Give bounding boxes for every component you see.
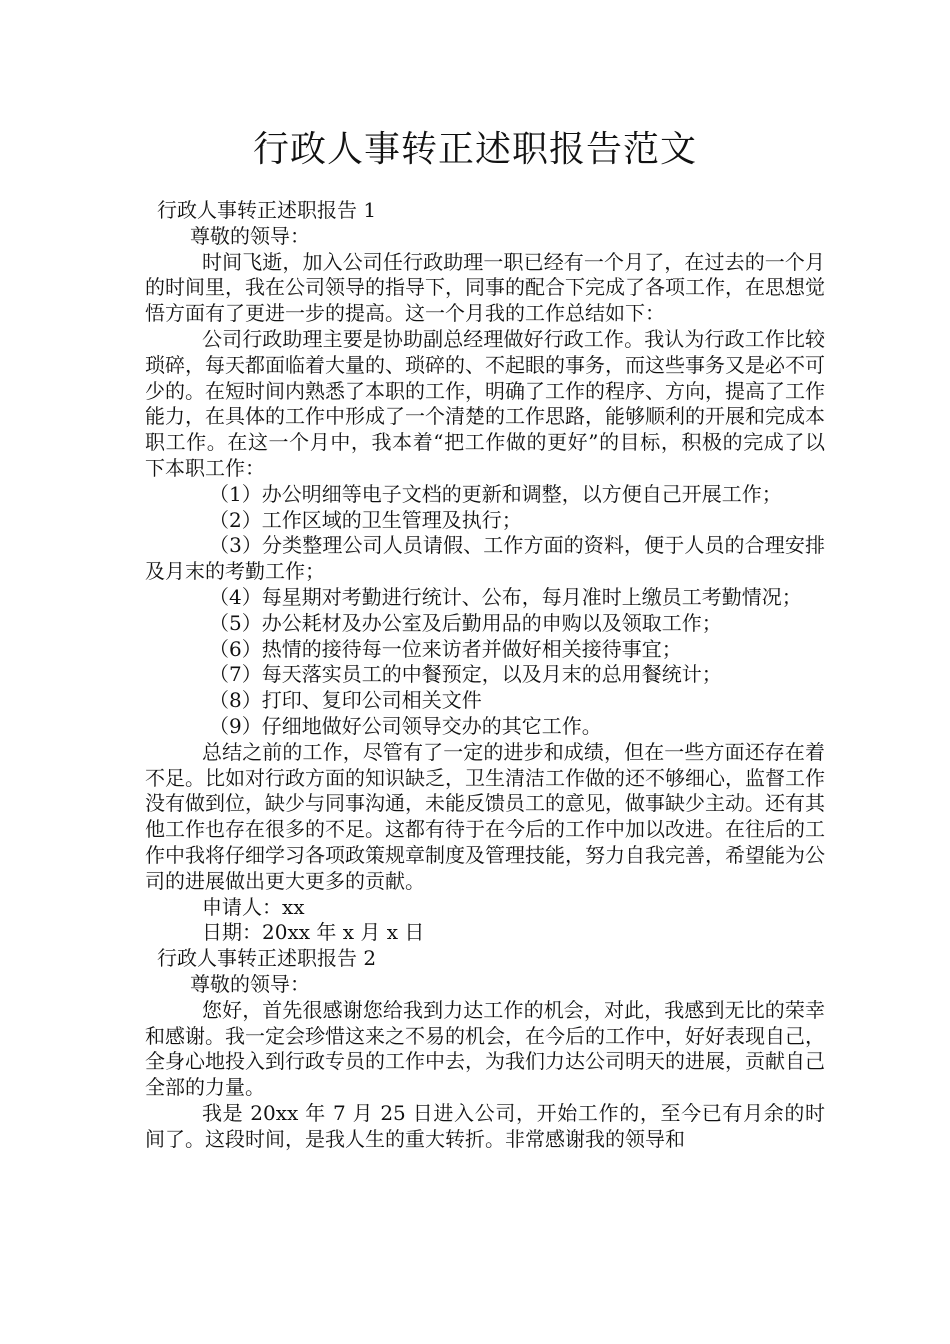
report1-list-item: （5）办公耗材及办公室及后勤用品的申购以及领取工作；: [209, 610, 722, 635]
report1-list-item: （4）每星期对考勤进行统计、公布，每月准时上缴员工考勤情况；: [209, 584, 802, 609]
report2-heading: 行政人事转正述职报告 2: [157, 946, 377, 971]
report1-applicant: 申请人：xx: [202, 894, 305, 919]
report1-list-item: （8）打印、复印公司相关文件: [209, 688, 482, 713]
report1-list-item: （6）热情的接待每一位来访者并做好相关接待事宜；: [209, 636, 682, 661]
report1-date: 日期：20xx 年 x 月 x 日: [202, 920, 425, 945]
report1-summary: 总结之前的工作，尽管有了一定的进步和成绩，但在一些方面还存在着不足。比如对行政方面的知识缺乏，卫生清洁工作做的还不够细心，监督工作没有做到位，缺少与同事沟通，未能反馈员工的意见，做事缺少主动。还有其他工作也存在很多的不足。这都有待于在今后的工作中加以改进。在往后的工作中我将仔细学习各项政策规章制度及管理技能，努力自我完善，希望能为公司的进展做出更大更多的贡献。: [145, 739, 825, 893]
report1-heading: 行政人事转正述职报告 1: [157, 198, 377, 222]
document-body: [145, 198, 825, 1152]
document-title: 行政人事转正述职报告范文: [252, 129, 697, 170]
report2-paragraph: 我是 20xx 年 7 月 25 日进入公司，开始工作的，至今已有月余的时间了。这段时间，是我人生的重大转折。非常感谢我的领导和: [145, 1100, 825, 1151]
report1-list-item: （9）仔细地做好公司领导交办的其它工作。: [209, 713, 602, 738]
report1-salutation: 尊敬的领导：: [190, 223, 310, 248]
report1-paragraph: 公司行政助理主要是协助副总经理做好行政工作。我认为行政工作比较琐碎，每天都面临着大量的、琐碎的、不起眼的事务，而这些事务又是必不可少的。在短时间内熟悉了本职的工作，明确了工作的程序、方向，提高了工作能力，在具体的工作中形成了一个清楚的工作思路，能够顺利的开展和完成本职工作。在这一个月中，我本着“把工作做的更好”的目标，积极的完成了以下本职工作：: [145, 326, 825, 480]
report1-list-item: （7）每天落实员工的中餐预定，以及月末的总用餐统计；: [209, 662, 722, 687]
report1-list-item: （1）办公明细等电子文档的更新和调整，以方便自己开展工作；: [209, 481, 782, 506]
report1-list-item: （3）分类整理公司人员请假、工作方面的资料，便于人员的合理安排及月末的考勤工作；: [145, 533, 825, 584]
report1-list-item: （2）工作区域的卫生管理及执行；: [209, 507, 522, 532]
report2-paragraph: 您好，首先很感谢您给我到力达工作的机会，对此，我感到无比的荣幸和感谢。我一定会珍惜这来之不易的机会，在今后的工作中，好好表现自己，全身心地投入到行政专员的工作中去，为我们力达公司明天的进展，贡献自己全部的力量。: [145, 997, 825, 1100]
report2-salutation: 尊敬的领导：: [190, 971, 310, 996]
report1-paragraph: 时间飞逝，加入公司任行政助理一职已经有一个月了，在过去的一个月的时间里，我在公司领导的指导下，同事的配合下完成了各项工作，在思想觉悟方面有了更进一步的提高。这一个月我的工作总结如下：: [145, 249, 825, 326]
